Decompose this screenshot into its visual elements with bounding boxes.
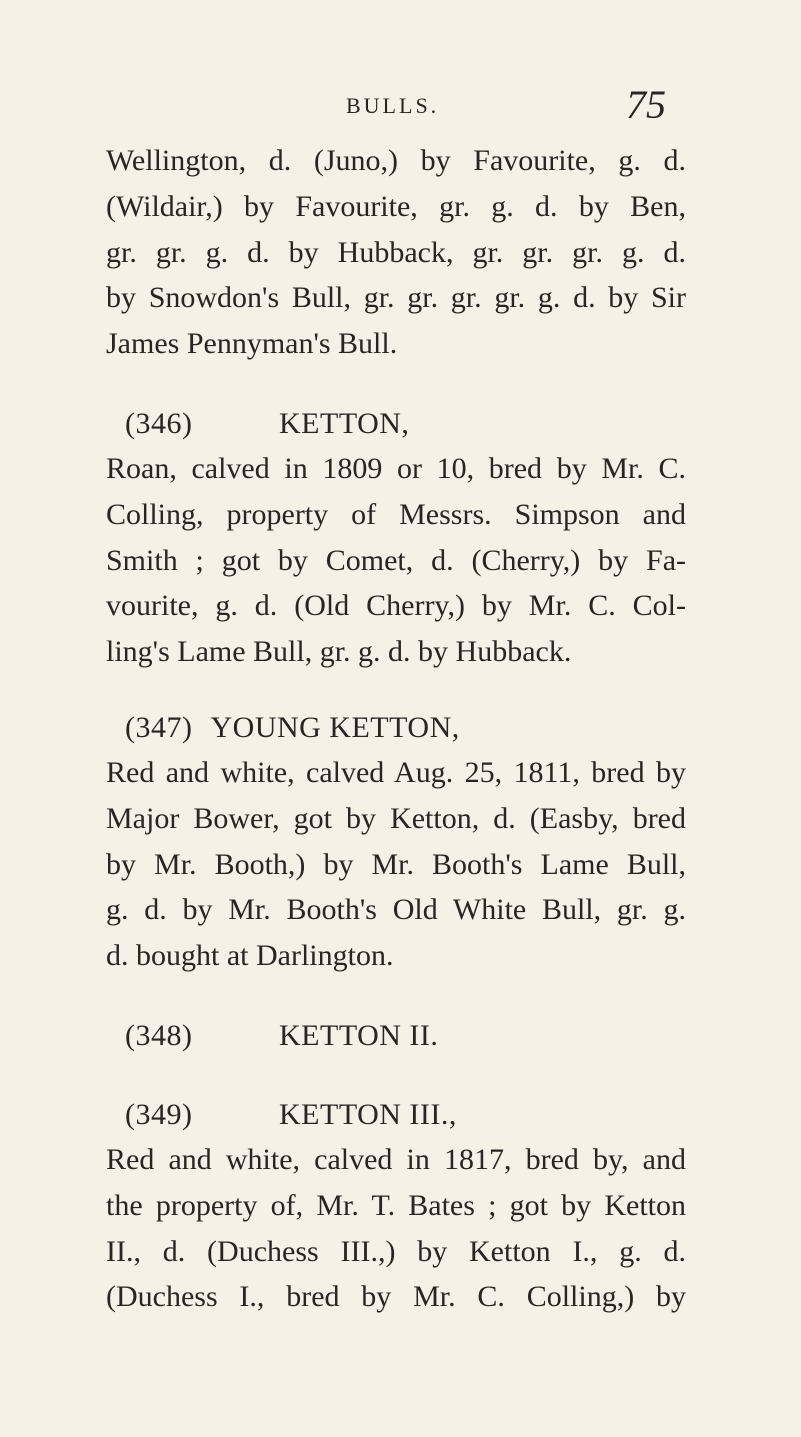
text-line: Wellington, d. (Juno,) by Favourite, g. d. xyxy=(106,144,686,177)
text-line: Colling, property of Messrs. Simpson and xyxy=(106,497,686,531)
entry-number: (346) xyxy=(125,406,193,440)
entry-heading-349 xyxy=(106,1092,686,1137)
text-line: by Mr. Booth,) by Mr. Booth's Lame Bull, xyxy=(106,847,686,881)
page-header xyxy=(0,82,801,127)
text-body xyxy=(106,138,686,1320)
text-line: g. d. by Mr. Booth's Old White Bull, gr. g. xyxy=(106,893,686,927)
entry-heading-348 xyxy=(106,1013,686,1058)
page-number: 75 xyxy=(626,82,666,127)
continuation-paragraph xyxy=(106,138,686,367)
text-line: the property of, Mr. T. Bates ; got by Ketton xyxy=(106,1188,686,1222)
entry-name: YOUNG KETTON, xyxy=(210,710,460,744)
text-line: II., d. (Duchess III.,) by Ketton I., g. d. xyxy=(106,1234,686,1268)
text-line: (Duchess I., bred by Mr. C. Colling,) by xyxy=(106,1280,686,1314)
text-line: Major Bower, got by Ketton, d. (Easby, bred xyxy=(106,801,686,835)
running-head: BULLS. xyxy=(346,93,440,118)
text-line: d. bought at Darlington. xyxy=(106,939,394,973)
entry-name: KETTON III., xyxy=(279,1097,457,1131)
entry-heading-347 xyxy=(106,705,686,750)
entry-heading-346 xyxy=(106,401,686,446)
text-line: James Pennyman's Bull. xyxy=(106,327,398,361)
text-line: Roan, calved in 1809 or 10, bred by Mr. C. xyxy=(106,451,686,485)
entry-number: (348) xyxy=(125,1018,193,1052)
entry-description-346 xyxy=(106,446,686,675)
text-line: ling's Lame Bull, gr. g. d. by Hubback. xyxy=(106,635,572,669)
text-line: vourite, g. d. (Old Cherry,) by Mr. C. Col- xyxy=(106,589,686,623)
entry-name: KETTON, xyxy=(279,406,410,440)
text-line: Red and white, calved in 1817, bred by, and xyxy=(106,1142,686,1176)
text-line: gr. gr. g. d. by Hubback, gr. gr. gr. g. d. xyxy=(106,235,686,269)
entry-description-349 xyxy=(106,1137,686,1320)
entry-number: (347) xyxy=(125,710,193,744)
text-line: Red and white, calved Aug. 25, 1811, bred by xyxy=(106,755,686,789)
text-line: Smith ; got by Comet, d. (Cherry,) by Fa- xyxy=(106,543,686,577)
entry-number: (349) xyxy=(125,1097,193,1131)
text-line: (Wildair,) by Favourite, gr. g. d. by Ben, xyxy=(106,189,686,223)
entry-description-347 xyxy=(106,750,686,979)
entry-name: KETTON II. xyxy=(279,1018,439,1052)
text-line: by Snowdon's Bull, gr. gr. gr. gr. g. d. by Sir xyxy=(106,281,686,315)
